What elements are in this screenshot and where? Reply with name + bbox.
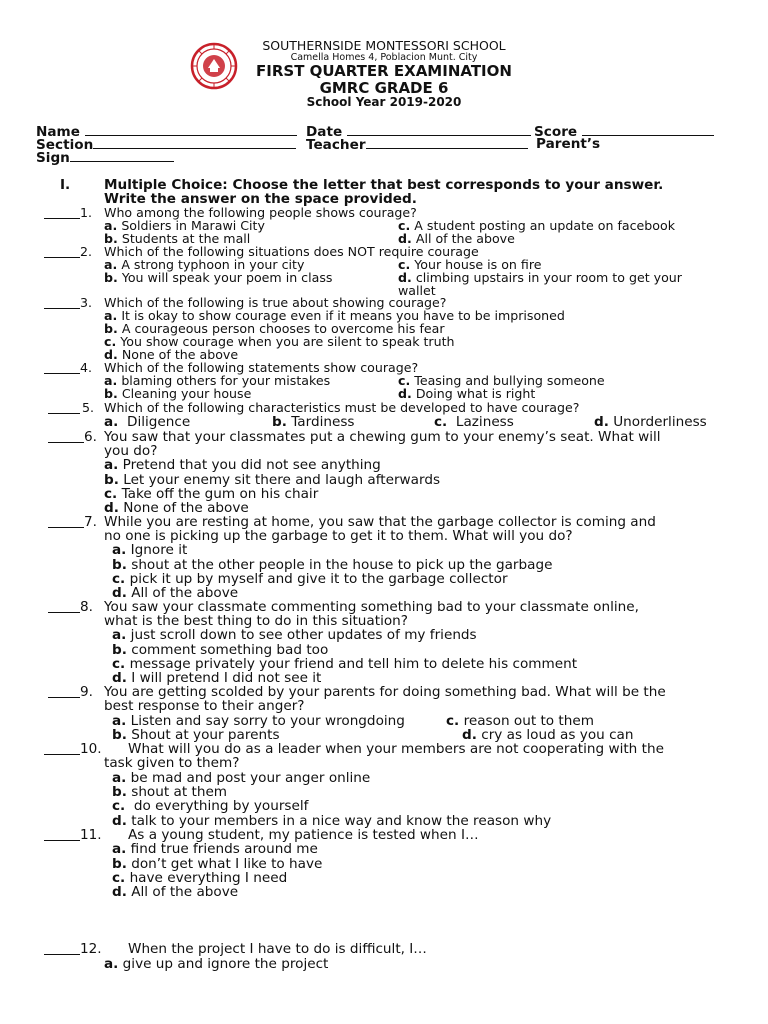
option-d[interactable]: d. All of the above [112, 884, 239, 900]
option-c[interactable]: c. Teasing and bullying someone [398, 373, 605, 388]
question-text: You saw your classmate commenting something bad to your classmate online, [104, 599, 639, 615]
question-text: Which of the following is true about showing courage? [104, 295, 447, 310]
question-text: Which of the following situations does NOT require courage [104, 244, 479, 259]
option-d[interactable]: d. climbing upstairs in your room to get your [398, 270, 682, 285]
option-b[interactable]: b. A courageous person chooses to overcome his fear [104, 321, 445, 336]
instruction-line-1: Multiple Choice: Choose the letter that best corresponds to your answer. [104, 177, 664, 193]
name-label: Name [36, 124, 80, 140]
option-b[interactable]: b. don’t get what I like to have [112, 856, 323, 872]
option-a[interactable]: a. A strong typhoon in your city [104, 257, 305, 272]
exam-subject: GMRC GRADE 6 [319, 79, 449, 97]
exam-title: FIRST QUARTER EXAMINATION [256, 62, 512, 80]
question-number: 12. [80, 941, 102, 957]
name-blank[interactable] [85, 124, 297, 136]
option-b[interactable]: b. Tardiness [272, 414, 355, 430]
answer-blank[interactable] [44, 943, 80, 958]
section-label: Section [36, 137, 94, 153]
sign-blank[interactable] [70, 150, 174, 162]
question-number: 5. [82, 400, 95, 415]
option-d[interactable]: d. All of the above [398, 231, 515, 246]
option-c[interactable]: c. pick it up by myself and give it to the garbage collector [112, 571, 508, 587]
option-d[interactable]: d. Unorderliness [594, 414, 707, 430]
answer-blank[interactable] [48, 516, 84, 531]
answer-blank[interactable] [44, 297, 80, 311]
school-name: SOUTHERNSIDE MONTESSORI SCHOOL [262, 38, 506, 53]
question-number: 11. [80, 827, 102, 843]
option-a[interactable]: a. just scroll down to see other updates of my friends [112, 627, 477, 643]
option-d-continued: wallet [398, 283, 436, 298]
question-text-continued: no one is picking up the garbage to get it to them. What will you do? [104, 528, 573, 544]
section-numeral: I. [60, 177, 71, 193]
option-c[interactable]: c. message privately your friend and tell him to delete his comment [112, 656, 578, 672]
teacher-blank[interactable] [366, 137, 528, 149]
option-a[interactable]: a. blaming others for your mistakes [104, 373, 331, 388]
question-number: 8. [80, 599, 93, 615]
option-d[interactable]: d. None of the above [104, 500, 249, 516]
option-d[interactable]: d. cry as loud as you can [462, 727, 634, 743]
option-a[interactable]: a. Diligence [104, 414, 191, 430]
option-c[interactable]: c. do everything by yourself [112, 798, 309, 814]
question-number: 1. [80, 205, 93, 220]
option-d[interactable]: d. All of the above [112, 585, 239, 601]
question-number: 6. [84, 429, 97, 445]
sign-label: Sign [36, 150, 70, 166]
date-blank[interactable] [347, 124, 531, 136]
option-b[interactable]: b. Let your enemy sit there and laugh afterwards [104, 472, 441, 488]
teacher-label: Teacher [306, 137, 366, 153]
option-a[interactable]: a. be mad and post your anger online [112, 770, 371, 786]
answer-blank[interactable] [48, 601, 80, 616]
option-a[interactable]: a. give up and ignore the project [104, 956, 329, 972]
answer-blank[interactable] [48, 686, 80, 701]
question-text-continued: what is the best thing to do in this situation? [104, 613, 409, 629]
option-a[interactable]: a. find true friends around me [112, 841, 318, 857]
question-text: As a young student, my patience is tested when I… [128, 827, 479, 843]
option-b[interactable]: b. Shout at your parents [112, 727, 280, 743]
question-text: What will you do as a leader when your members are not cooperating with the [128, 741, 664, 757]
option-b[interactable]: b. Students at the mall [104, 231, 251, 246]
option-d[interactable]: d. I will pretend I did not see it [112, 670, 322, 686]
section-blank[interactable] [93, 137, 296, 149]
option-a[interactable]: a. Pretend that you did not see anything [104, 457, 381, 473]
parent-label: Parent’s [536, 136, 601, 152]
option-d[interactable]: d. talk to your members in a nice way and know the reason why [112, 813, 552, 829]
option-b[interactable]: b. comment something bad too [112, 642, 329, 658]
question-text: You are getting scolded by your parents for doing something bad. What will be the [104, 684, 666, 700]
question-text: Which of the following characteristics must be developed to have courage? [104, 400, 580, 415]
answer-blank[interactable] [48, 402, 80, 416]
question-text: Which of the following statements show courage? [104, 360, 419, 375]
option-b[interactable]: b. You will speak your poem in class [104, 270, 333, 285]
answer-blank[interactable] [44, 743, 80, 758]
answer-blank[interactable] [44, 207, 80, 221]
option-c[interactable]: c. Laziness [434, 414, 514, 430]
option-b[interactable]: b. shout at the other people in the house to pick up the garbage [112, 557, 553, 573]
option-a[interactable]: a. Soldiers in Marawi City [104, 218, 265, 233]
option-b[interactable]: b. shout at them [112, 784, 228, 800]
question-number: 9. [80, 684, 93, 700]
option-c[interactable]: c. Take off the gum on his chair [104, 486, 319, 502]
question-number: 10. [80, 741, 102, 757]
question-text: Who among the following people shows courage? [104, 205, 417, 220]
question-text: You saw that your classmates put a chewing gum to your enemy’s seat. What will [104, 429, 661, 445]
option-d[interactable]: d. Doing what is right [398, 386, 536, 401]
answer-blank[interactable] [44, 829, 80, 844]
instruction-line-2: Write the answer on the space provided. [104, 191, 417, 207]
option-a[interactable]: a. Ignore it [112, 542, 188, 558]
date-label: Date [306, 124, 343, 140]
option-c[interactable]: c. You show courage when you are silent to speak truth [104, 334, 455, 349]
question-text: When the project I have to do is difficult, I… [128, 941, 427, 957]
score-blank[interactable] [582, 124, 714, 136]
option-d[interactable]: d. None of the above [104, 347, 239, 362]
question-text-continued: task given to them? [104, 755, 240, 771]
question-number: 4. [80, 360, 93, 375]
question-number: 3. [80, 295, 93, 310]
answer-blank[interactable] [48, 431, 84, 446]
question-number: 7. [84, 514, 97, 530]
option-a[interactable]: a. Listen and say sorry to your wrongdoing [112, 713, 405, 729]
answer-blank[interactable] [44, 362, 80, 376]
score-label: Score [534, 124, 578, 140]
school-address: Camella Homes 4, Poblacion Munt. City [290, 52, 478, 63]
school-year: School Year 2019-2020 [306, 95, 462, 109]
sign-field[interactable] [36, 150, 174, 165]
option-a[interactable]: a. It is okay to show courage even if it means you have to be imprisoned [104, 308, 565, 323]
answer-blank[interactable] [44, 246, 80, 260]
question-text: While you are resting at home, you saw that the garbage collector is coming and [104, 514, 656, 530]
option-c[interactable]: c. Your house is on fire [398, 257, 542, 272]
question-text-continued: best response to their anger? [104, 698, 305, 714]
question-text-continued: you do? [104, 443, 158, 459]
option-c[interactable]: c. have everything I need [112, 870, 288, 886]
teacher-field[interactable] [306, 137, 528, 152]
question-number: 2. [80, 244, 93, 259]
option-b[interactable]: b. Cleaning your house [104, 386, 252, 401]
option-c[interactable]: c. reason out to them [446, 713, 594, 729]
option-c[interactable]: c. A student posting an update on facebook [398, 218, 675, 233]
